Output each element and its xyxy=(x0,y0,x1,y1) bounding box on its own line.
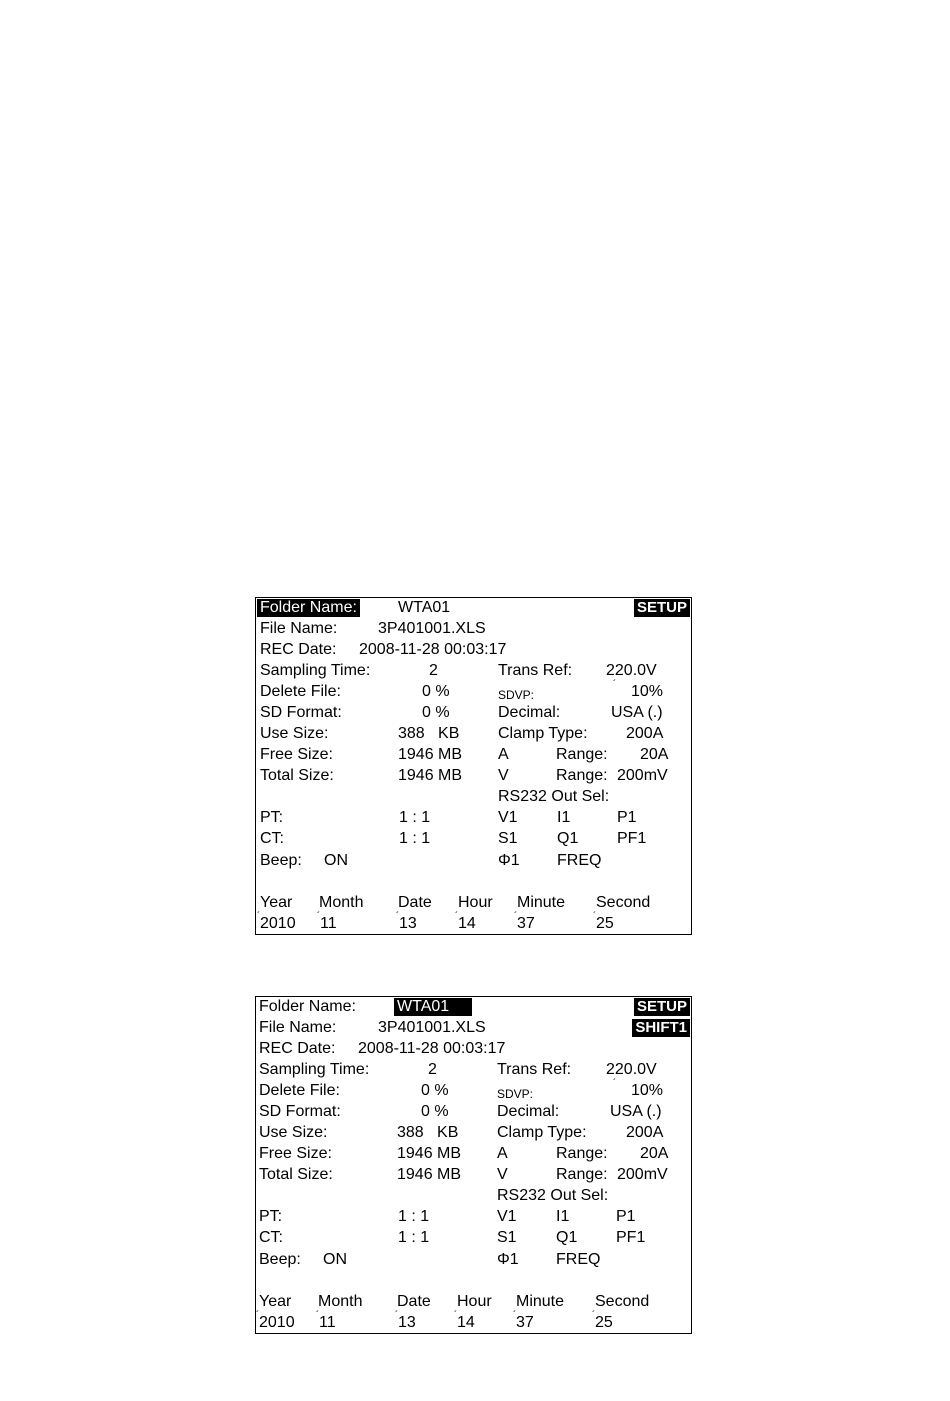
voltage-range-label: Range: xyxy=(556,767,608,784)
file-name-label: File Name: xyxy=(260,620,338,637)
current-range-value[interactable]: 20A xyxy=(640,1145,669,1162)
beep-label: Beep: xyxy=(259,1251,301,1268)
rs232-item[interactable]: S1 xyxy=(497,1229,517,1246)
use-size-label: Use Size: xyxy=(260,725,329,742)
use-size-label: Use Size: xyxy=(259,1124,328,1141)
use-size-value: 388 KB xyxy=(398,725,460,742)
hour-tick-icon: ´ xyxy=(454,1310,458,1321)
rs232-item[interactable]: Φ1 xyxy=(497,1251,519,1268)
beep-label: Beep: xyxy=(260,852,302,869)
ct-value[interactable]: 1 : 1 xyxy=(398,1229,430,1246)
date-value[interactable]: 13 xyxy=(398,1314,416,1331)
month-value[interactable]: 11 xyxy=(319,1314,336,1331)
free-size-value: 1946 MB xyxy=(398,746,463,763)
free-size-value: 1946 MB xyxy=(397,1145,462,1162)
sampling-time-value[interactable]: 2 xyxy=(429,662,438,679)
month-tick-icon: ´ xyxy=(317,911,321,922)
rec-date-value: 2008-11-28 00:03:17 xyxy=(358,1040,506,1057)
free-size-label: Free Size: xyxy=(259,1145,332,1162)
rs232-item[interactable]: FREQ xyxy=(556,1251,601,1268)
delete-file-value[interactable]: 0 % xyxy=(421,1082,449,1099)
date-header: Date xyxy=(398,894,432,911)
ct-label: CT: xyxy=(260,830,284,847)
current-range-label: Range: xyxy=(556,1145,608,1162)
sampling-time-label: Sampling Time: xyxy=(260,662,371,679)
minute-header: Minute xyxy=(516,1293,565,1310)
voltage-range-value[interactable]: 200mV xyxy=(617,767,668,784)
beep-value[interactable]: ON xyxy=(323,1251,347,1268)
sd-format-label: SD Format: xyxy=(260,704,342,721)
rs232-item[interactable]: Q1 xyxy=(557,830,579,847)
rs232-item[interactable]: PF1 xyxy=(617,830,647,847)
year-value[interactable]: 2010 xyxy=(259,1314,295,1331)
hour-header: Hour xyxy=(458,894,493,911)
total-size-label: Total Size: xyxy=(259,1166,333,1183)
clamp-type-value[interactable]: 200A xyxy=(626,725,664,742)
file-name-value[interactable]: 3P401001.XLS xyxy=(378,620,486,637)
total-size-value: 1946 MB xyxy=(398,767,463,784)
pt-value[interactable]: 1 : 1 xyxy=(398,1208,430,1225)
sd-format-label: SD Format: xyxy=(259,1103,341,1120)
month-header: Month xyxy=(318,1293,363,1310)
decimal-label: Decimal: xyxy=(497,1103,560,1120)
clamp-type-label: Clamp Type: xyxy=(497,1124,587,1141)
setup-badge: SETUP xyxy=(634,998,690,1016)
second-value[interactable]: 25 xyxy=(596,915,614,932)
date-header: Date xyxy=(397,1293,431,1310)
trans-ref-value[interactable]: 220.0V xyxy=(606,1061,657,1078)
second-value[interactable]: 25 xyxy=(595,1314,613,1331)
minute-tick-icon: ´ xyxy=(514,911,518,922)
ct-label: CT: xyxy=(259,1229,283,1246)
pt-label: PT: xyxy=(259,1208,283,1225)
sd-format-value[interactable]: 0 % xyxy=(421,1103,449,1120)
decimal-label: Decimal: xyxy=(498,704,561,721)
file-name-label: File Name: xyxy=(259,1019,337,1036)
current-label: A xyxy=(498,746,509,763)
current-range-value[interactable]: 20A xyxy=(640,746,669,763)
delete-file-label: Delete File: xyxy=(260,683,341,700)
sdvp-tick-icon: ´ xyxy=(613,1078,617,1089)
rs232-item[interactable]: S1 xyxy=(498,830,518,847)
rs232-item[interactable]: P1 xyxy=(616,1208,636,1225)
rs232-item[interactable]: V1 xyxy=(498,809,518,826)
voltage-label: V xyxy=(498,767,509,784)
hour-value[interactable]: 14 xyxy=(458,915,476,932)
month-header: Month xyxy=(319,894,364,911)
rs232-item[interactable]: FREQ xyxy=(557,852,602,869)
date-tick-icon: ´ xyxy=(395,1310,399,1321)
sdvp-value[interactable]: 10% xyxy=(631,1082,664,1099)
rs232-item[interactable]: I1 xyxy=(556,1208,570,1225)
hour-header: Hour xyxy=(457,1293,492,1310)
year-header: Year xyxy=(259,1293,292,1310)
minute-value[interactable]: 37 xyxy=(517,915,535,932)
rs232-out-sel-label: RS232 Out Sel: xyxy=(497,1187,609,1204)
folder-name-label: Folder Name: xyxy=(257,599,360,617)
trans-ref-label: Trans Ref: xyxy=(498,662,573,679)
sdvp-label: SDVP: xyxy=(498,688,535,702)
rs232-item[interactable]: Q1 xyxy=(556,1229,578,1246)
delete-file-label: Delete File: xyxy=(259,1082,340,1099)
trans-ref-value[interactable]: 220.0V xyxy=(606,662,657,679)
rs232-item[interactable]: PF1 xyxy=(616,1229,646,1246)
year-tick-icon: ´ xyxy=(256,1310,260,1321)
trans-ref-label: Trans Ref: xyxy=(497,1061,572,1078)
decimal-value[interactable]: USA (.) xyxy=(610,1103,662,1120)
year-header: Year xyxy=(260,894,293,911)
decimal-value[interactable]: USA (.) xyxy=(611,704,663,721)
voltage-range-value[interactable]: 200mV xyxy=(617,1166,668,1183)
hour-value[interactable]: 14 xyxy=(457,1314,475,1331)
total-size-label: Total Size: xyxy=(260,767,334,784)
setup-screen-1 xyxy=(255,597,692,935)
rec-date-label: REC Date: xyxy=(259,1040,336,1057)
hour-tick-icon: ´ xyxy=(455,911,459,922)
sampling-time-value[interactable]: 2 xyxy=(428,1061,437,1078)
voltage-range-label: Range: xyxy=(556,1166,608,1183)
folder-name-value[interactable]: WTA01 xyxy=(398,599,451,616)
free-size-label: Free Size: xyxy=(260,746,333,763)
sd-format-value[interactable]: 0 % xyxy=(422,704,450,721)
second-tick-icon: ´ xyxy=(592,1310,596,1321)
rs232-item[interactable]: V1 xyxy=(497,1208,517,1225)
rs232-item[interactable]: Φ1 xyxy=(498,852,520,869)
sdvp-tick-icon: ´ xyxy=(613,679,617,690)
minute-header: Minute xyxy=(517,894,566,911)
sdvp-value[interactable]: 10% xyxy=(631,683,664,700)
rec-date-value: 2008-11-28 00:03:17 xyxy=(359,641,507,658)
second-header: Second xyxy=(596,894,651,911)
beep-value[interactable]: ON xyxy=(324,852,348,869)
second-header: Second xyxy=(595,1293,650,1310)
delete-file-value[interactable]: 0 % xyxy=(422,683,450,700)
month-tick-icon: ´ xyxy=(316,1310,320,1321)
total-size-value: 1946 MB xyxy=(397,1166,462,1183)
shift1-badge: SHIFT1 xyxy=(632,1019,690,1037)
second-tick-icon: ´ xyxy=(593,911,597,922)
rec-date-label: REC Date: xyxy=(260,641,337,658)
rs232-out-sel-label: RS232 Out Sel: xyxy=(498,788,610,805)
clamp-type-label: Clamp Type: xyxy=(498,725,588,742)
sampling-time-label: Sampling Time: xyxy=(259,1061,370,1078)
minute-tick-icon: ´ xyxy=(513,1310,517,1321)
folder-name-value[interactable]: WTA01 xyxy=(394,998,472,1016)
date-tick-icon: ´ xyxy=(396,911,400,922)
use-size-value: 388 KB xyxy=(397,1124,459,1141)
month-value[interactable]: 11 xyxy=(320,915,337,932)
sdvp-label: SDVP: xyxy=(497,1087,534,1101)
file-name-value[interactable]: 3P401001.XLS xyxy=(378,1019,486,1036)
date-value[interactable]: 13 xyxy=(399,915,417,932)
ct-value[interactable]: 1 : 1 xyxy=(399,830,431,847)
year-tick-icon: ´ xyxy=(257,911,261,922)
rs232-item[interactable]: I1 xyxy=(557,809,571,826)
setup-badge: SETUP xyxy=(634,599,690,617)
setup-screen-2 xyxy=(255,996,692,1334)
current-range-label: Range: xyxy=(556,746,608,763)
pt-label: PT: xyxy=(260,809,284,826)
rs232-item[interactable]: P1 xyxy=(617,809,637,826)
clamp-type-value[interactable]: 200A xyxy=(626,1124,664,1141)
minute-value[interactable]: 37 xyxy=(516,1314,534,1331)
voltage-label: V xyxy=(497,1166,508,1183)
year-value[interactable]: 2010 xyxy=(260,915,296,932)
current-label: A xyxy=(497,1145,508,1162)
folder-name-label: Folder Name: xyxy=(259,998,356,1015)
pt-value[interactable]: 1 : 1 xyxy=(399,809,431,826)
